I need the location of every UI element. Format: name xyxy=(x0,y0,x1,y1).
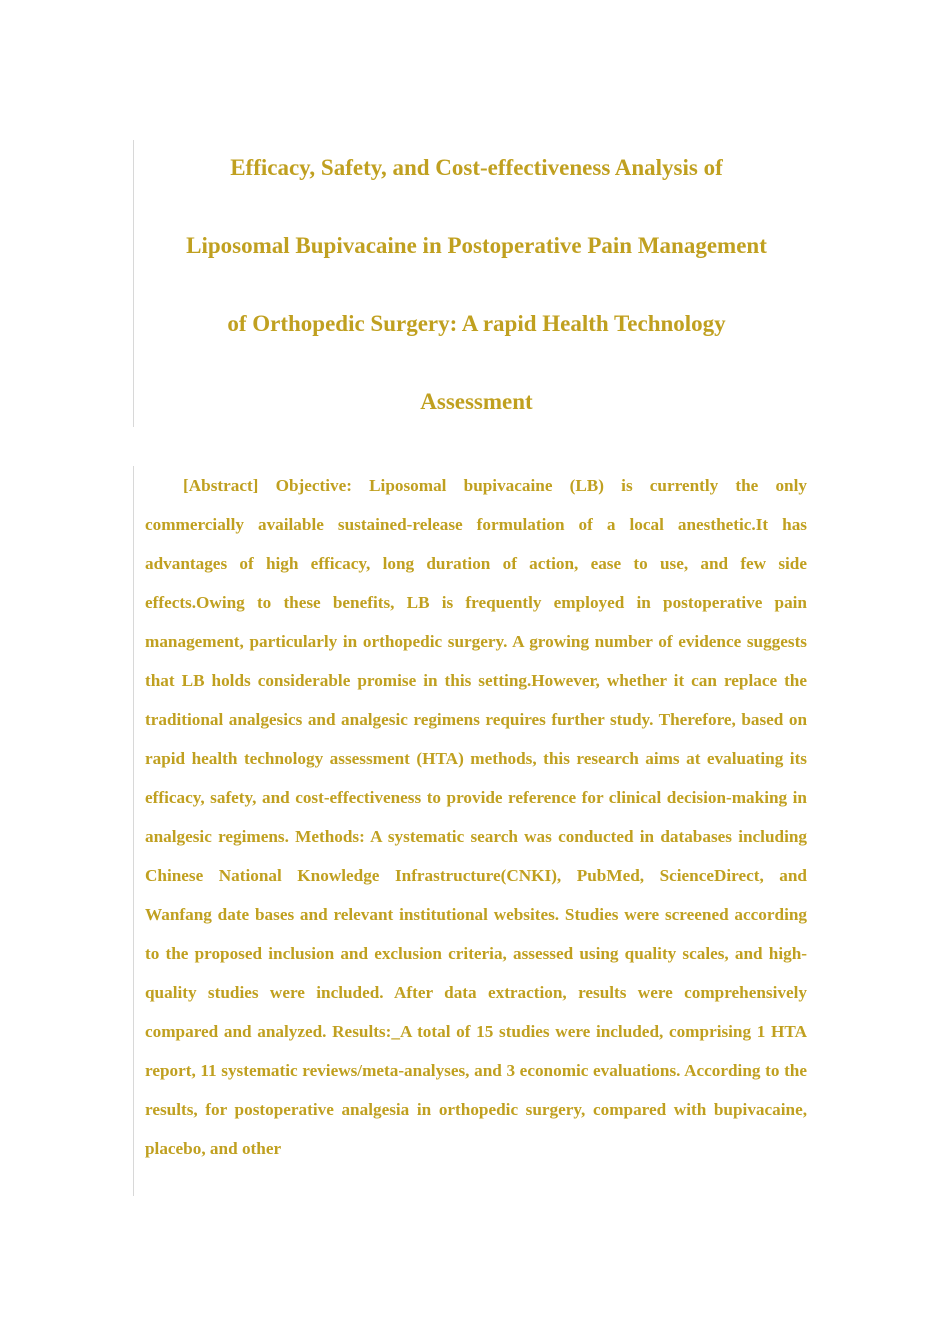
title-line-4: Assessment xyxy=(420,389,533,414)
abstract-text: [Abstract] Objective: Liposomal bupivacaine (LB) is currently the only commercially available sustained-release formulation of a local anesthetic.It has advantages of high efficacy, long duration of action, ease to use, and few side effects.Owing to these benefits, LB is frequently employed in postoperative pain management, particularly in orthopedic surgery. A growing number of evidence suggests that LB holds considerable promise in this setting.However, whether it can replace the traditional analgesics and analgesic regimens requires further study. Therefore, based on rapid health technology assessment (HTA) methods, this research aims at evaluating its efficacy, safety, and cost-effectiveness to provide reference for clinical decision-making in analgesic regimens. Methods: A systematic search was conducted in databases including Chinese National Knowledge Infrastructure(CNKI), PubMed, ScienceDirect, and Wanfang date bases and relevant institutional websites. Studies were screened according to the proposed inclusion and exclusion criteria, assessed using quality scales, and high-quality studies were included. After data extraction, results were comprehensively compared and analyzed. Results:_A total of 15 studies were included, comprising 1 HTA report, 11 systematic reviews/meta-analyses, and 3 economic evaluations. According to the results, for postoperative analgesia in orthopedic surgery, compared with bupivacaine, placebo, and other xyxy=(145,476,807,1158)
title-line-2: Liposomal Bupivacaine in Postoperative Pain Management xyxy=(186,233,767,258)
title-block xyxy=(133,140,819,427)
title-line-1: Efficacy, Safety, and Cost-effectiveness Analysis of xyxy=(230,155,723,180)
title-line-3: of Orthopedic Surgery: A rapid Health Technology xyxy=(227,311,726,336)
abstract-block xyxy=(133,466,819,1196)
